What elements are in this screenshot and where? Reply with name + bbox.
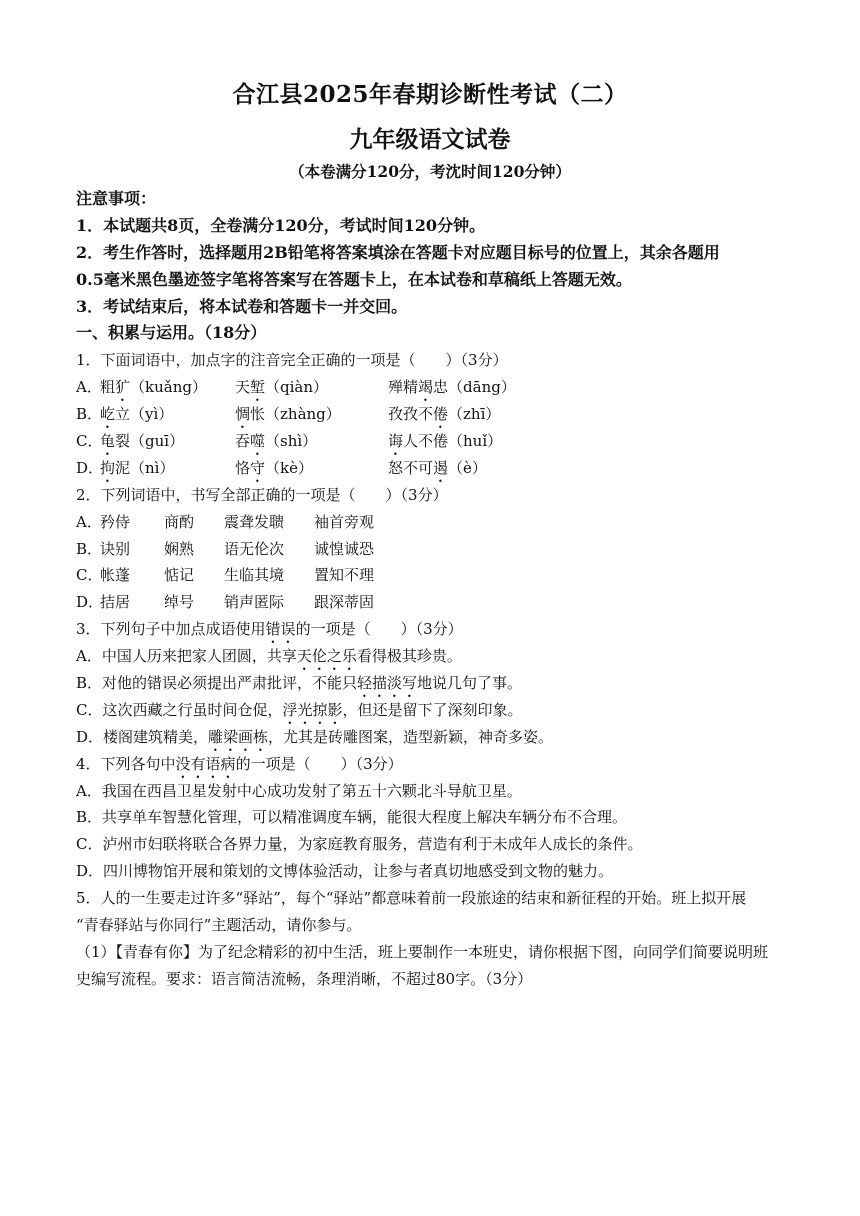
- option-label: C．: [76, 566, 103, 585]
- exam-subtitle: 九年级语文试卷: [349, 126, 511, 153]
- question-3-stem: 3．下列句子中加点成语使用错误的一项是（ ）（3分）: [76, 620, 463, 639]
- term-text: 殚精: [388, 378, 419, 397]
- question-3-option-b: B．对他的错误必须提出严肃批评，不能只轻描淡写地说几句了事。: [76, 674, 523, 693]
- option-term: [235, 428, 388, 455]
- question-4-stem: 4．下列各句中没有语病的一项是（ ）（3分）: [76, 754, 403, 773]
- exam-body: [76, 186, 788, 993]
- question-1-option-d: [76, 455, 788, 482]
- option-term: [235, 401, 388, 428]
- term-text: 怒不可: [388, 458, 434, 477]
- option-term: [100, 374, 235, 401]
- term-text: 裂（guī）: [115, 432, 185, 451]
- notice-heading: 注意事项：: [76, 189, 157, 208]
- option-word: 诀别: [100, 539, 131, 558]
- option-word: 帐蓬: [100, 566, 131, 585]
- option-word: 矜侍: [100, 512, 131, 531]
- emphasized-idiom: 雕梁画栋: [208, 727, 269, 746]
- emphasized-word: 没有语病: [175, 754, 236, 773]
- term-text: 忠（dāng）: [433, 378, 516, 397]
- notice-item-3: 3．考试结束后，将本试卷和答题卡一并交回。: [76, 296, 408, 316]
- section-heading: 一、积累与运用。（18分）: [76, 323, 267, 343]
- question-3-option-d: D．楼阁建筑精美，雕梁画栋，尤其是砖雕图案，造型新颖，神奇多姿。: [76, 727, 554, 746]
- option-term: [235, 374, 388, 401]
- option-term: [100, 401, 235, 428]
- option-term: [388, 455, 588, 482]
- question-5-stem: 5．人的一生要走过许多“驿站”，每个“驿站”都意味着前一段旅途的结束和新征程的开始。班上拟开展: [76, 889, 747, 908]
- term-text: 人不倦（huǐ）: [403, 432, 503, 451]
- term-text: 吞: [235, 432, 251, 451]
- exam-note: （本卷满分120分，考沈时间120分钟）: [289, 162, 571, 181]
- option-term: [235, 455, 388, 482]
- term-text: （è）: [448, 458, 487, 477]
- question-5-sub-1: （1）【青春有你】为了纪念精彩的初中生活，班上要制作一本班史，请你根据下图，向同学们简要说明班: [76, 942, 769, 961]
- option-word: 袖首旁观: [314, 512, 375, 531]
- term-text: （kè）: [265, 458, 313, 477]
- option-word: 绰号: [164, 593, 195, 612]
- option-word: 生临其境: [224, 566, 285, 585]
- emphasized-idiom: 浮光掠影: [282, 700, 343, 719]
- term-text: 泥（nì）: [115, 458, 175, 477]
- term-text: 怅（zhàng）: [250, 405, 341, 424]
- emphasized-idiom: 轻描淡写: [357, 674, 418, 693]
- emphasized-char: 惆: [235, 405, 251, 424]
- option-label: C．: [76, 432, 103, 451]
- emphasized-char: 拘: [100, 458, 116, 477]
- term-text: （kuǎng）: [130, 378, 207, 397]
- question-2-option-c: [76, 562, 788, 589]
- question-2-stem: 2．下列词语中，书写全部正确的一项是（ ）（3分）: [76, 485, 448, 504]
- option-word: 跟深蒂固: [314, 593, 375, 612]
- emphasized-word: 错误: [265, 620, 296, 639]
- option-label: A．: [76, 378, 102, 397]
- option-label: D．: [76, 458, 104, 477]
- notice-item-2: 2．考生作答时，选择题用2B铅笔将答案填涂在答题卡对应题目标号的位置上，其余各题用: [76, 242, 720, 262]
- emphasized-idiom: 天伦之乐: [296, 647, 357, 666]
- question-2-option-b: [76, 536, 788, 563]
- emphasized-char: 堑: [250, 378, 266, 397]
- option-word: 娴熟: [164, 539, 195, 558]
- option-word: 商酌: [164, 512, 195, 531]
- question-1-option-a: [76, 374, 788, 401]
- option-word: 拮居: [100, 593, 131, 612]
- option-word: 语无伦次: [224, 539, 285, 558]
- option-word: 惦记: [164, 566, 195, 585]
- question-5-sub-1-cont: 史编写流程。要求：语言简洁流畅，条理消晰，不超过80字。（3分）: [76, 969, 533, 988]
- emphasized-char: 噬: [250, 432, 266, 451]
- question-3-option-a: A．中国人历来把家人团圆，共享天伦之乐看得极其珍贵。: [76, 647, 462, 666]
- option-label: D．: [76, 593, 104, 612]
- option-term: [388, 374, 588, 401]
- question-2-option-d: [76, 589, 788, 616]
- option-word: 置知不理: [314, 566, 375, 585]
- notice-item-1: 1．本试题共8页，全卷满分120分，考试时间120分钟。: [76, 215, 486, 235]
- question-4-option-b: B．共享单车智慧化管理，可以精准调度车辆，能很大程度上解决车辆分布不合理。: [76, 808, 628, 827]
- option-word: 诚惶诚恐: [314, 539, 375, 558]
- question-4-option-d: D．四川博物馆开展和策划的文博体验活动，让参与者真切地感受到文物的魅力。: [76, 862, 614, 881]
- emphasized-char: 竭: [418, 378, 434, 397]
- question-2-option-a: [76, 509, 788, 536]
- option-label: A．: [76, 512, 102, 531]
- question-1-option-c: [76, 428, 788, 455]
- question-1-stem: 1．下面词语中，加点字的注音完全正确的一项是（ ）（3分）: [76, 351, 508, 370]
- emphasized-char: 犷: [115, 378, 131, 397]
- exam-title: 合江县2025年春期诊断性考试（二）: [232, 81, 628, 108]
- option-word: 震聋发聩: [224, 512, 285, 531]
- question-5-stem-cont: “青春驿站与你同行”主题活动，请你参与。: [76, 916, 362, 935]
- term-text: 天: [235, 378, 251, 397]
- term-text: 恪: [235, 458, 251, 477]
- emphasized-char: 倦: [433, 405, 449, 424]
- term-text: （shì）: [265, 432, 318, 451]
- term-text: 孜孜不: [388, 405, 434, 424]
- option-term: [100, 455, 235, 482]
- option-term: [388, 401, 588, 428]
- question-3-option-c: C．这次西藏之行虽时间仓促，浮光掠影，但还是留下了深刻印象。: [76, 700, 523, 719]
- term-text: （qiàn）: [265, 378, 329, 397]
- notice-item-2-cont: 0.5毫米黑色墨迹签字笔将答案写在答题卡上，在本试卷和草稿纸上答题无效。: [76, 269, 632, 289]
- option-term: [100, 428, 235, 455]
- question-4-option-c: C．泸州市妇联将联合各界力量，为家庭教育服务，营造有利于未成年人成长的条件。: [76, 835, 643, 854]
- emphasized-char: 龟: [100, 432, 116, 451]
- term-text: 立（yì）: [115, 405, 174, 424]
- question-4-option-a: A．我国在西昌卫星发射中心成功发射了第五十六颗北斗导航卫星。: [76, 781, 522, 800]
- term-text: 粗: [100, 378, 116, 397]
- question-1-option-b: [76, 401, 788, 428]
- option-term: [388, 428, 588, 455]
- option-label: B．: [76, 405, 103, 424]
- emphasized-char: 遏: [433, 458, 449, 477]
- emphasized-char: 诲: [388, 432, 404, 451]
- term-text: （zhī）: [448, 405, 501, 424]
- option-word: 销声匿际: [224, 593, 285, 612]
- option-label: B．: [76, 539, 103, 558]
- emphasized-char: 守: [250, 458, 266, 477]
- emphasized-char: 屹: [100, 405, 116, 424]
